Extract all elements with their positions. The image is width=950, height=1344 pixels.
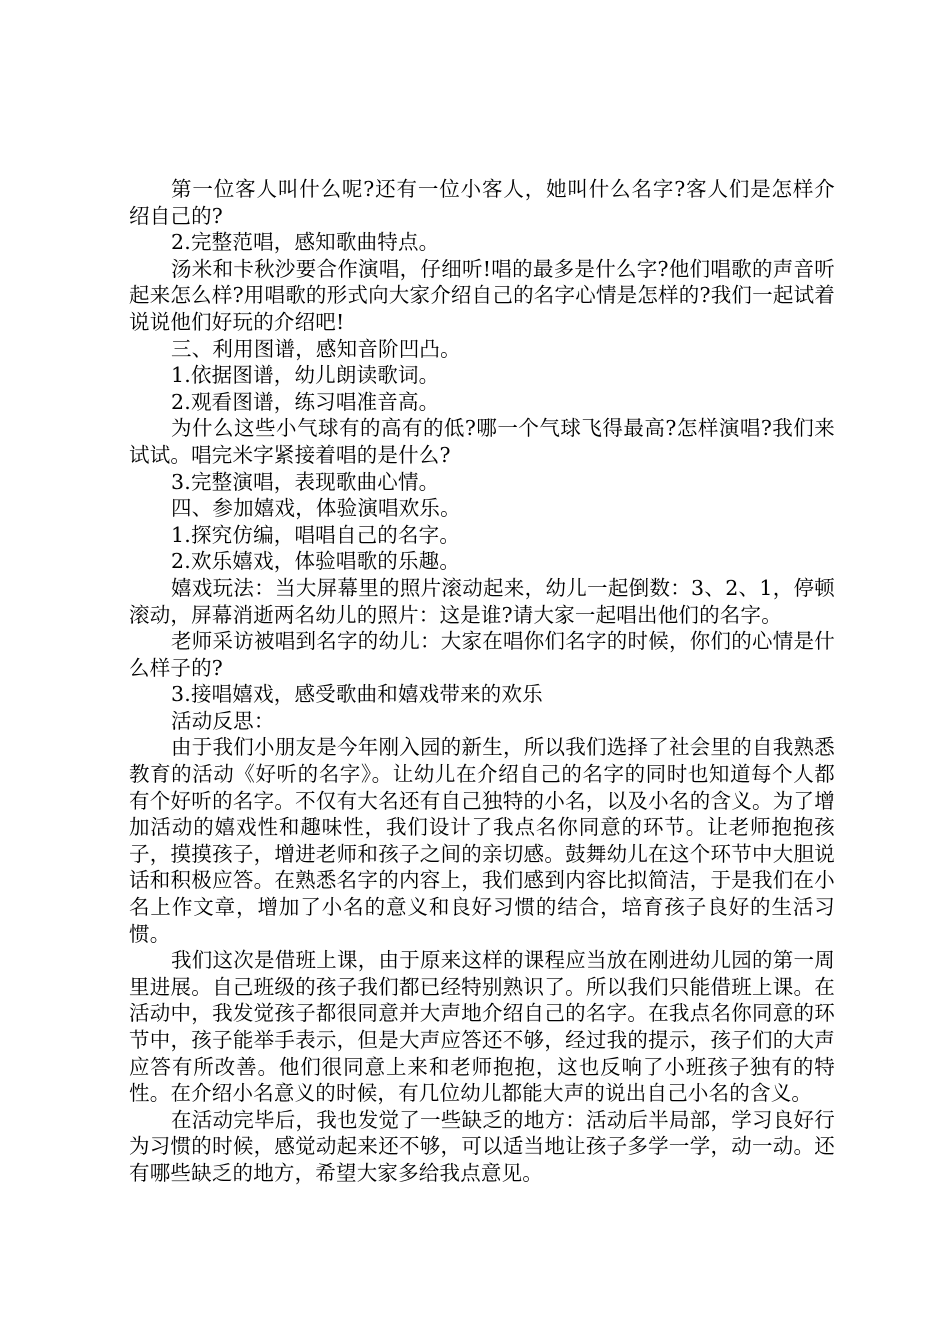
section-heading-three: 三、利用图谱，感知音阶凹凸。 <box>171 336 461 361</box>
section-heading-reflection: 活动反思： <box>171 708 275 733</box>
paragraph-reflection-2: 我们这次是借班上课，由于原来这样的课程应当放在刚进幼儿园的第一周里进展。自己班级的孩子我们都已经特别熟识了。所以我们只能借班上课。在活动中，我发觉孩子都很同意并大声地介绍自己的名字。在我点名你同意的环节中，孩子能举手表示，但是大声应答还不够，经过我的提示，孩子们的大声应答有所改善。他们很同意上来和老师抱抱，这也反响了小班孩子独有的特性。在介绍小名意义的时候，有几位幼儿都能大声的说出自己小名的含义。 <box>129 948 835 1106</box>
paragraph-step-full-demo: 2.完整范唱，感知歌曲特点。 <box>171 230 440 255</box>
paragraph-step-explore: 1.探究仿编，唱唱自己的名字。 <box>171 522 461 547</box>
paragraph-balloon-question: 为什么这些小气球有的高有的低?哪一个气球飞得最高?怎样演唱?我们来试试。唱完米字紧接着唱的是什么? <box>129 416 835 467</box>
paragraph-step-happy-game: 2.欢乐嬉戏，体验唱歌的乐趣。 <box>171 549 461 574</box>
document-body <box>129 176 835 1187</box>
paragraph-step-read-lyrics: 1.依据图谱，幼儿朗读歌词。 <box>171 363 440 388</box>
paragraph-step-full-sing: 3.完整演唱，表现歌曲心情。 <box>171 469 440 494</box>
paragraph-step-pitch-practice: 2.观看图谱，练习唱准音高。 <box>171 389 440 414</box>
paragraph-duet-question: 汤米和卡秋沙要合作演唱，仔细听!唱的最多是什么字?他们唱歌的声音听起来怎么样?用唱歌的形式向大家介绍自己的名字心情是怎样的?我们一起试着说说他们好玩的介绍吧! <box>129 256 835 334</box>
paragraph-reflection-1: 由于我们小朋友是今年刚入园的新生，所以我们选择了社会里的自我熟悉教育的活动《好听的名字》。让幼儿在介绍自己的名字的同时也知道每个人都有个好听的名字。不仅有大名还有自己独特的小名，以及小名的含义。为了增加活动的嬉戏性和趣味性，我们设计了我点名你同意的环节。让老师抱抱孩子，摸摸孩子，增进老师和孩子之间的亲切感。鼓舞幼儿在这个环节中大胆说话和积极应答。在熟悉名字的内容上，我们感到内容比拟简洁，于是我们在小名上作文章，增加了小名的意义和良好习惯的结合，培育孩子良好的生活习惯。 <box>129 735 835 946</box>
section-heading-four: 四、参加嬉戏，体验演唱欢乐。 <box>171 496 461 521</box>
paragraph-step-relay-game: 3.接唱嬉戏，感受歌曲和嬉戏带来的欢乐 <box>171 682 543 707</box>
paragraph-reflection-3: 在活动完毕后，我也发觉了一些缺乏的地方：活动后半局部，学习良好行为习惯的时候，感觉动起来还不够，可以适当地让孩子多学一学，动一动。还有哪些缺乏的地方，希望大家多给我点意见。 <box>129 1107 835 1185</box>
paragraph-teacher-interview: 老师采访被唱到名字的幼儿：大家在唱你们名字的时候，你们的心情是什么样子的? <box>129 629 835 680</box>
paragraph-guest-question: 第一位客人叫什么呢?还有一位小客人，她叫什么名字?客人们是怎样介绍自己的? <box>129 177 835 228</box>
paragraph-game-rules: 嬉戏玩法：当大屏幕里的照片滚动起来，幼儿一起倒数：3、2、1，停顿滚动，屏幕消逝两名幼儿的照片：这是谁?请大家一起唱出他们的名字。 <box>129 575 835 627</box>
